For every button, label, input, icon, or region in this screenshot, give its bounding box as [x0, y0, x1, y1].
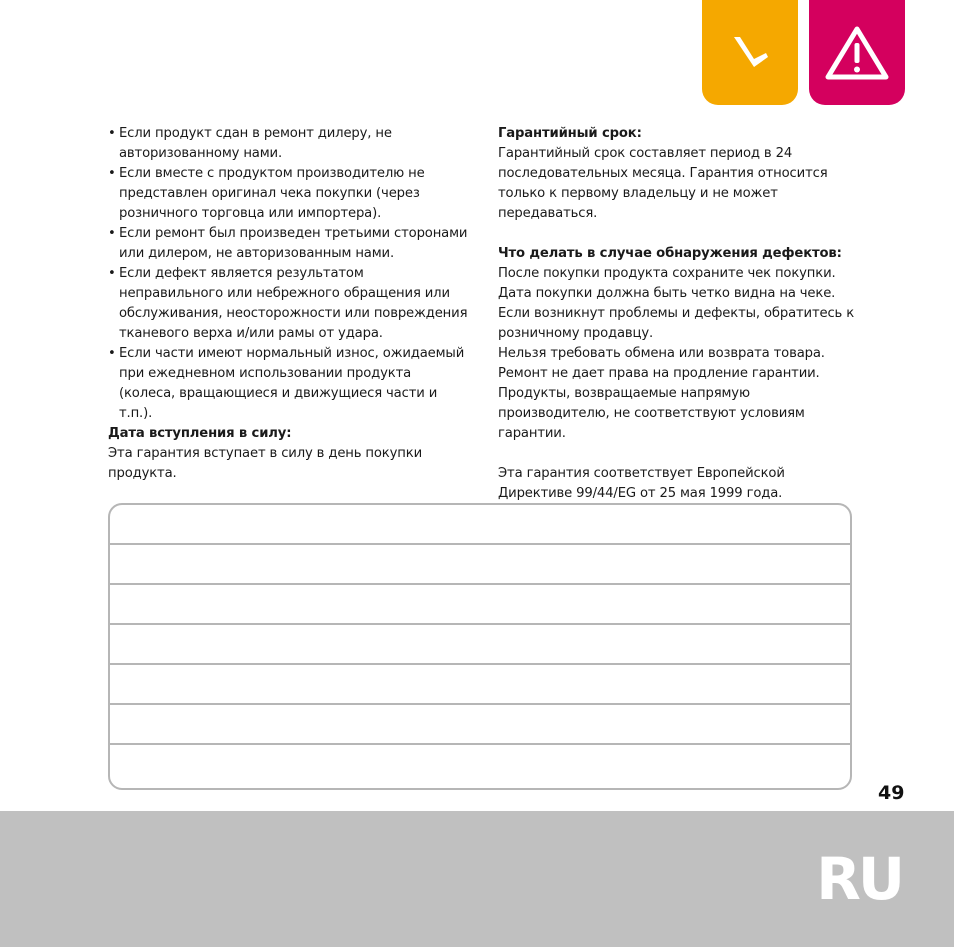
form-line	[110, 703, 850, 705]
defects-heading: Что делать в случае обнаружения дефектов:	[498, 246, 842, 261]
form-line	[110, 743, 850, 745]
effective-date-heading: Дата вступления в силу:	[108, 426, 292, 441]
tool-tab	[702, 0, 798, 105]
defects-line: После покупки продукта сохраните чек покупки.	[498, 266, 836, 281]
language-code: RU	[816, 845, 902, 913]
defects-line: Если возникнут проблемы и дефекты, обратитесь к розничному продавцу.	[498, 306, 855, 341]
form-line	[110, 543, 850, 545]
warning-tab	[809, 0, 905, 105]
defects-line: Дата покупки должна быть четко видна на чеке.	[498, 286, 836, 301]
list-item: • Если продукт сдан в ремонт дилеру, не авторизованному нами.	[108, 124, 470, 164]
list-item: • Если ремонт был произведен третьими сторонами или дилером, не авторизованным нами.	[108, 224, 470, 264]
defects-line: Нельзя требовать обмена или возврата товара.	[498, 346, 825, 361]
directive-text: Эта гарантия соответствует Европейской Директиве 99/44/EG от 25 мая 1999 года.	[498, 466, 785, 501]
warranty-period-text: Гарантийный срок составляет период в 24 последовательных месяца. Гарантия относится только к первому владельцу и не может передаваться.	[498, 146, 828, 221]
list-item: • Если части имеют нормальный износ, ожидаемый при ежедневном использовании продукта (колеса, вращающиеся и движущиеся части и т.п.).	[108, 344, 470, 424]
form-line	[110, 583, 850, 585]
tool-icon	[728, 31, 772, 75]
effective-date-text: Эта гарантия вступает в силу в день покупки продукта.	[108, 446, 422, 481]
list-item: • Если дефект является результатом неправильного или небрежного обращения или обслуживания, неосторожности или повреждения тканевого верха и/или рамы от удара.	[108, 264, 470, 344]
defects-line: Продукты, возвращаемые напрямую производителю, не соответствуют условиям гарантии.	[498, 386, 805, 441]
warning-icon	[825, 25, 889, 81]
right-column	[498, 124, 858, 504]
form-line	[110, 623, 850, 625]
left-column	[108, 124, 470, 484]
list-item: • Если вместе с продуктом производителю не представлен оригинал чека покупки (через розничного торговца или импортера).	[108, 164, 470, 224]
form-line	[110, 663, 850, 665]
page-number: 49	[878, 782, 905, 804]
blank-lined-form	[108, 503, 852, 790]
footer-band	[0, 811, 954, 947]
warranty-period-heading: Гарантийный срок:	[498, 126, 642, 141]
defects-line: Ремонт не дает права на продление гарантии.	[498, 366, 820, 381]
